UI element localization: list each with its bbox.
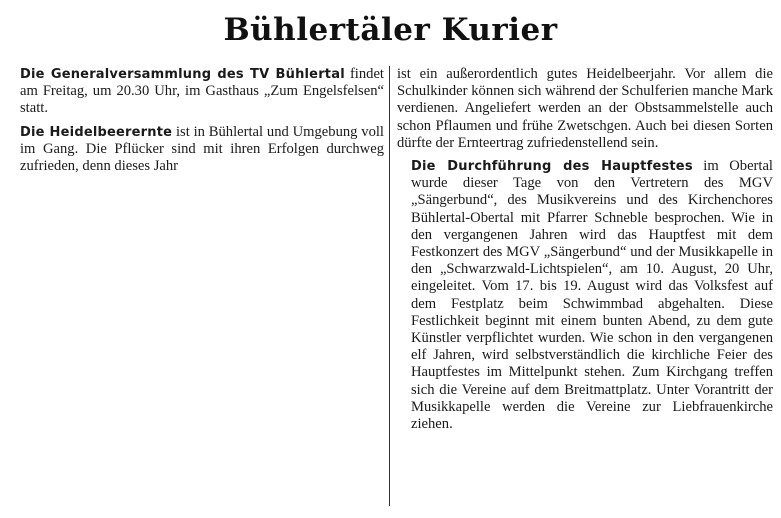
article-lead: Die Heidelbeerernte <box>20 124 173 140</box>
article-body: ist in Bühlertal und Umgebung voll im Gang. Die Pflücker sind mit ihren Erfolgen durchweg zufrieden, denn dieses Jahr <box>20 123 384 175</box>
article-blueberry-harvest-continued <box>397 66 773 152</box>
article-blueberry-harvest <box>20 124 384 176</box>
right-column <box>397 66 773 433</box>
article-general-meeting <box>20 66 384 118</box>
newspaper-masthead: Bühlertäler Kurier <box>223 12 558 48</box>
article-body: ist ein außerordentlich gutes Heidelbeerjahr. Vor allem die Schulkinder können sich während der Schulferien manche Mark verdienen. Angeliefert werden an der Obstsammelstelle auch schon Pflaumen und frühe Zwetschgen. Auch bei diesen Sorten dürfte der Ernteertrag zufriedenstellend sein. <box>397 66 773 151</box>
article-lead: Die Generalversammlung des TV Bühlertal <box>20 67 345 82</box>
article-lead: Die Durchführung des Hauptfestes <box>411 159 693 175</box>
column-divider <box>389 66 390 506</box>
left-column <box>20 66 384 175</box>
article-main-festival <box>397 158 773 433</box>
article-body: im Obertal wurde dieser Tage von den Vertretern des MGV „Sängerbund“, des Musikvereins und des Kirchenchores Bühlertal-Obertal mit Pfarrer Schneble besprochen. Wie in den vergangenen Jahren wird das Hauptfest mit dem Festkonzert des MGV „Sängerbund“ und der Musikkapelle in den „Schwarzwald-Lichtspielen“, am 10. August, 20 Uhr, eingeleitet. Vom 17. bis 19. August wird das Volksfest auf dem Festplatz beim Schwimmbad abgehalten. Diese Festlichkeit beginnt mit einem bunten Abend, zu dem gute Künstler verpflichtet wurden. Wie schon in den vergangenen elf Jahren, wird selbstverständlich die kirchliche Feier des Hauptfestes im Mittelpunkt stehen. Zum Kirchgang treffen sich die Vereine auf dem Breitmattplatz. Unter Vorantritt der Musikkapelle werden die Vereine zur Liebfrauenkirche ziehen. <box>411 158 773 433</box>
article-body: findet am Freitag, um 20.30 Uhr, im Gasthaus „Zum Engelsfelsen“ statt. <box>20 66 384 117</box>
